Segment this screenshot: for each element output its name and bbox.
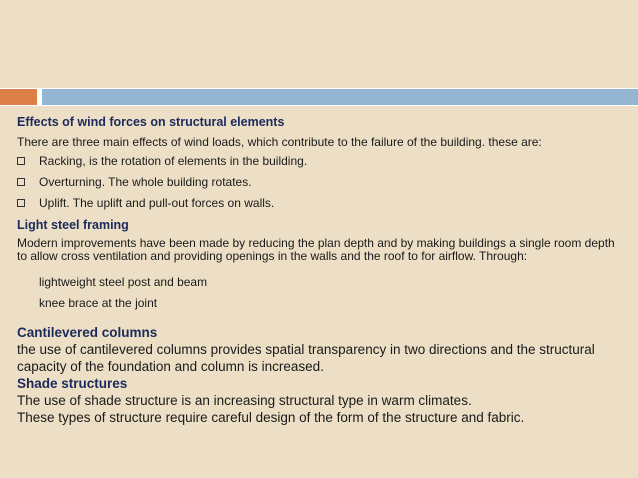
list-item xyxy=(17,154,617,168)
section-intro-wind-effects: There are three main effects of wind loads, which contribute to the failure of the building. these are: xyxy=(17,135,542,149)
section-paragraph-light-steel: Modern improvements have been made by reducing the plan depth and by making buildings a single room depth to allow cross ventilation and providing openings in the walls and the roof to for airflow. Through: xyxy=(17,236,615,263)
slide-content xyxy=(17,114,617,426)
section-heading-wind-effects: Effects of wind forces on structural elements xyxy=(17,115,285,129)
header-band-orange-block xyxy=(0,89,37,105)
section-paragraph-cantilevered: the use of cantilevered columns provides spatial transparency in two directions and the structural capacity of the foundation and column is increased. xyxy=(17,342,595,374)
square-bullet-icon xyxy=(17,178,25,186)
list-item-text: Racking, is the rotation of elements in the building. xyxy=(39,154,308,168)
light-steel-list xyxy=(17,275,617,310)
section-heading-light-steel: Light steel framing xyxy=(17,218,129,232)
list-item xyxy=(17,175,617,189)
list-item: knee brace at the joint xyxy=(39,296,158,310)
square-bullet-icon xyxy=(17,199,25,207)
list-item xyxy=(17,196,617,210)
section-heading-cantilevered: Cantilevered columns xyxy=(17,325,158,340)
wind-effects-list xyxy=(17,154,617,210)
square-bullet-icon xyxy=(17,157,25,165)
list-item: lightweight steel post and beam xyxy=(39,275,208,289)
section-heading-shade: Shade structures xyxy=(17,376,128,391)
list-item-text: Uplift. The uplift and pull-out forces on walls. xyxy=(39,196,275,210)
list-item-text: Overturning. The whole building rotates. xyxy=(39,175,252,189)
section-paragraph-shade-1: The use of shade structure is an increasing structural type in warm climates. xyxy=(17,393,472,408)
section-paragraph-shade-2: These types of structure require careful design of the form of the structure and fabric. xyxy=(17,410,525,425)
header-band xyxy=(0,88,638,106)
header-band-blue-bar xyxy=(42,89,638,105)
